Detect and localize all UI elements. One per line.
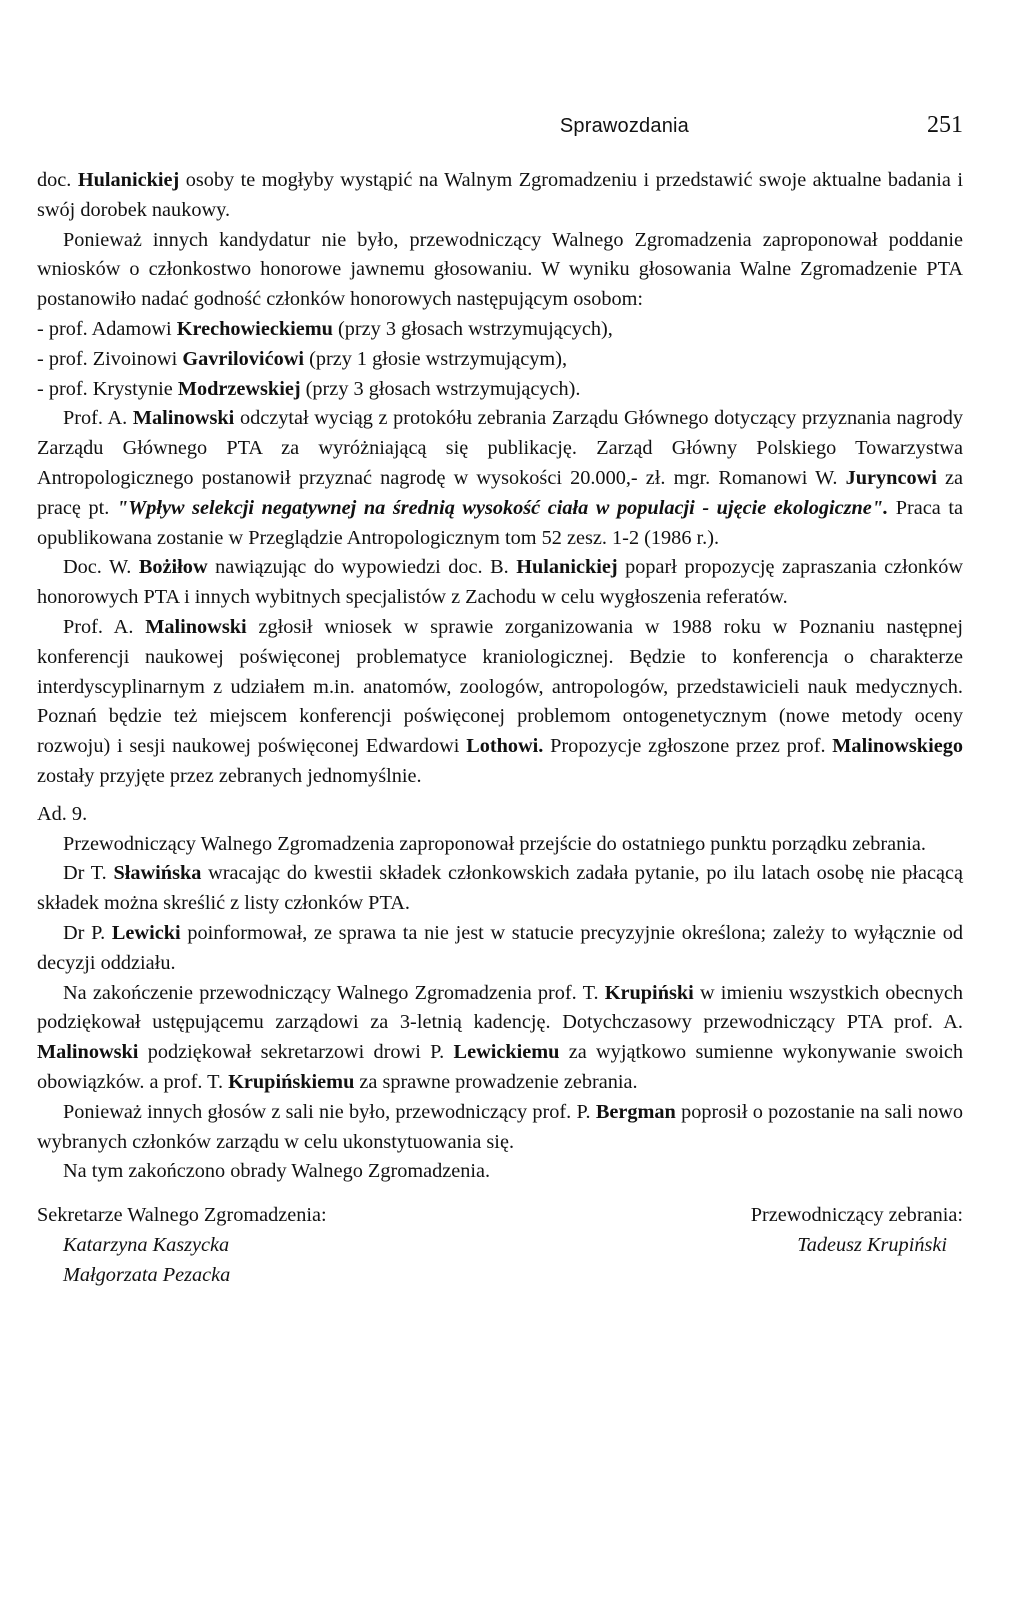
paragraph-bozilow: Doc. W. Bożiłow nawiązując do wypowiedzi doc. B. Hulanickiej poparł propozycję zapraszania członków honorowych PTA i innych wybitnych specjalistów z Zachodu w celu wygłoszenia referatów. bbox=[37, 556, 963, 609]
page-header bbox=[37, 112, 963, 152]
chairman-title: Przewodniczący zebrania: bbox=[750, 1204, 963, 1227]
report-body bbox=[37, 166, 963, 1187]
paragraph-hulanicka: doc. Hulanickiej osoby te mogłyby wystąpić na Walnym Zgromadzeniu i przedstawić swoje aktualne badania i swój dorobek naukowy. bbox=[37, 169, 963, 221]
signature-block bbox=[37, 1201, 963, 1290]
honorary-member-3: - prof. Krystynie Modrzewskiej (przy 3 głosach wstrzymujących). bbox=[37, 377, 581, 400]
honorary-member-1: - prof. Adamowi Krechowieckiemu (przy 3 głosach wstrzymujących), bbox=[37, 317, 613, 340]
secretaries-title: Sekretarze Walnego Zgromadzenia: bbox=[37, 1204, 327, 1227]
secretaries-signatures bbox=[37, 1201, 327, 1290]
honorary-member-2: - prof. Zivoinowi Gavrilovićowi (przy 1 głosie wstrzymującym), bbox=[37, 347, 568, 370]
paragraph-bergman: Ponieważ innych głosów z sali nie było, przewodniczący prof. P. Bergman poprosił o pozostanie na sali nowo wybranych członków zarządu w celu ukonstytuowania się. bbox=[37, 1100, 963, 1153]
secretary-name-2: Małgorzata Pezacka bbox=[63, 1263, 231, 1286]
running-head: Sprawozdania bbox=[559, 115, 689, 137]
paragraph-closing: Na tym zakończono obrady Walnego Zgromadzenia. bbox=[63, 1160, 491, 1183]
paragraph-lewicki: Dr P. Lewicki poinformował, ze sprawa ta nie jest w statucie precyzyjnie określona; zależy to wyłącznie od decyzji oddziału. bbox=[37, 921, 963, 974]
section-heading-ad9: Ad. 9. bbox=[37, 802, 88, 825]
paragraph-award: Prof. A. Malinowski odczytał wyciąg z protokółu zebrania Zarządu Głównego dotyczący przyznania nagrody Zarządu Głównego PTA za wyróżniającą się publikację. Zarząd Główny Polskiego Towarzystwa Antropologicznego postanowił przyznać nagrodę w wysokości 20.000,- zł. mgr. Romanowi W. Juryncowi za pracę pt. "Wpływ selekcji negatywnej na średnią wysokość ciała w populacji - ujęcie ekologiczne". Praca ta opublikowana zostanie w Przeglądzie Antropologicznym tom 52 zesz. 1-2 (1986 r.). bbox=[37, 407, 963, 549]
paragraph-thanks: Na zakończenie przewodniczący Walnego Zgromadzenia prof. T. Krupiński w imieniu wszystkich obecnych podziękował ustępującemu zarządowi za 3-letnią kadencję. Dotychczasowy przewodniczący PTA prof. A. Malinowski podziękował sekretarzowi drowi P. Lewickiemu za wyjątkowo sumienne wykonywanie swoich obowiązków. a prof. T. Krupińskiemu za sprawne prowadzenie zebrania. bbox=[37, 981, 963, 1093]
document-page bbox=[37, 112, 963, 1290]
paragraph-voting: Ponieważ innych kandydatur nie było, przewodniczący Walnego Zgromadzenia zaproponował poddanie wniosków o członkostwo honorowe jawnemu głosowaniu. W wyniku głosowania Walne Zgromadzenie PTA postanowiło nadać godność członków honorowych następującym osobom: bbox=[37, 228, 963, 311]
paragraph-slawinska: Dr T. Sławińska wracając do kwestii składek członkowskich zadała pytanie, po ilu latach osobę nie płacącą składek można skreślić z listy członków PTA. bbox=[37, 862, 964, 915]
paragraph-conference: Prof. A. Malinowski zgłosił wniosek w sprawie zorganizowania w 1988 roku w Poznaniu następnej konferencji naukowej poświęconej problematyce kraniologicznej. Będzie to konferencja o charakterze interdyscyplinarnym z udziałem m.in. anatomów, zoologów, antropologów, przedstawicieli nauk medycznych. Poznań będzie też miejscem konferencji poświęconej problemom ontogenetycznym (nowe metody oceny rozwoju) i sesji naukowej poświęconej Edwardowi Lothowi. Propozycje zgłoszone przez prof. Malinowskiego zostały przyjęte przez zebranych jednomyślnie. bbox=[37, 615, 963, 787]
secretary-name-1: Katarzyna Kaszycka bbox=[63, 1233, 230, 1256]
paragraph-last-point: Przewodniczący Walnego Zgromadzenia zaproponował przejście do ostatniego punktu porządku zebrania. bbox=[63, 832, 926, 855]
chairman-name: Tadeusz Krupiński bbox=[797, 1233, 947, 1256]
chairman-signature bbox=[751, 1201, 963, 1290]
page-number: 251 bbox=[927, 112, 963, 138]
